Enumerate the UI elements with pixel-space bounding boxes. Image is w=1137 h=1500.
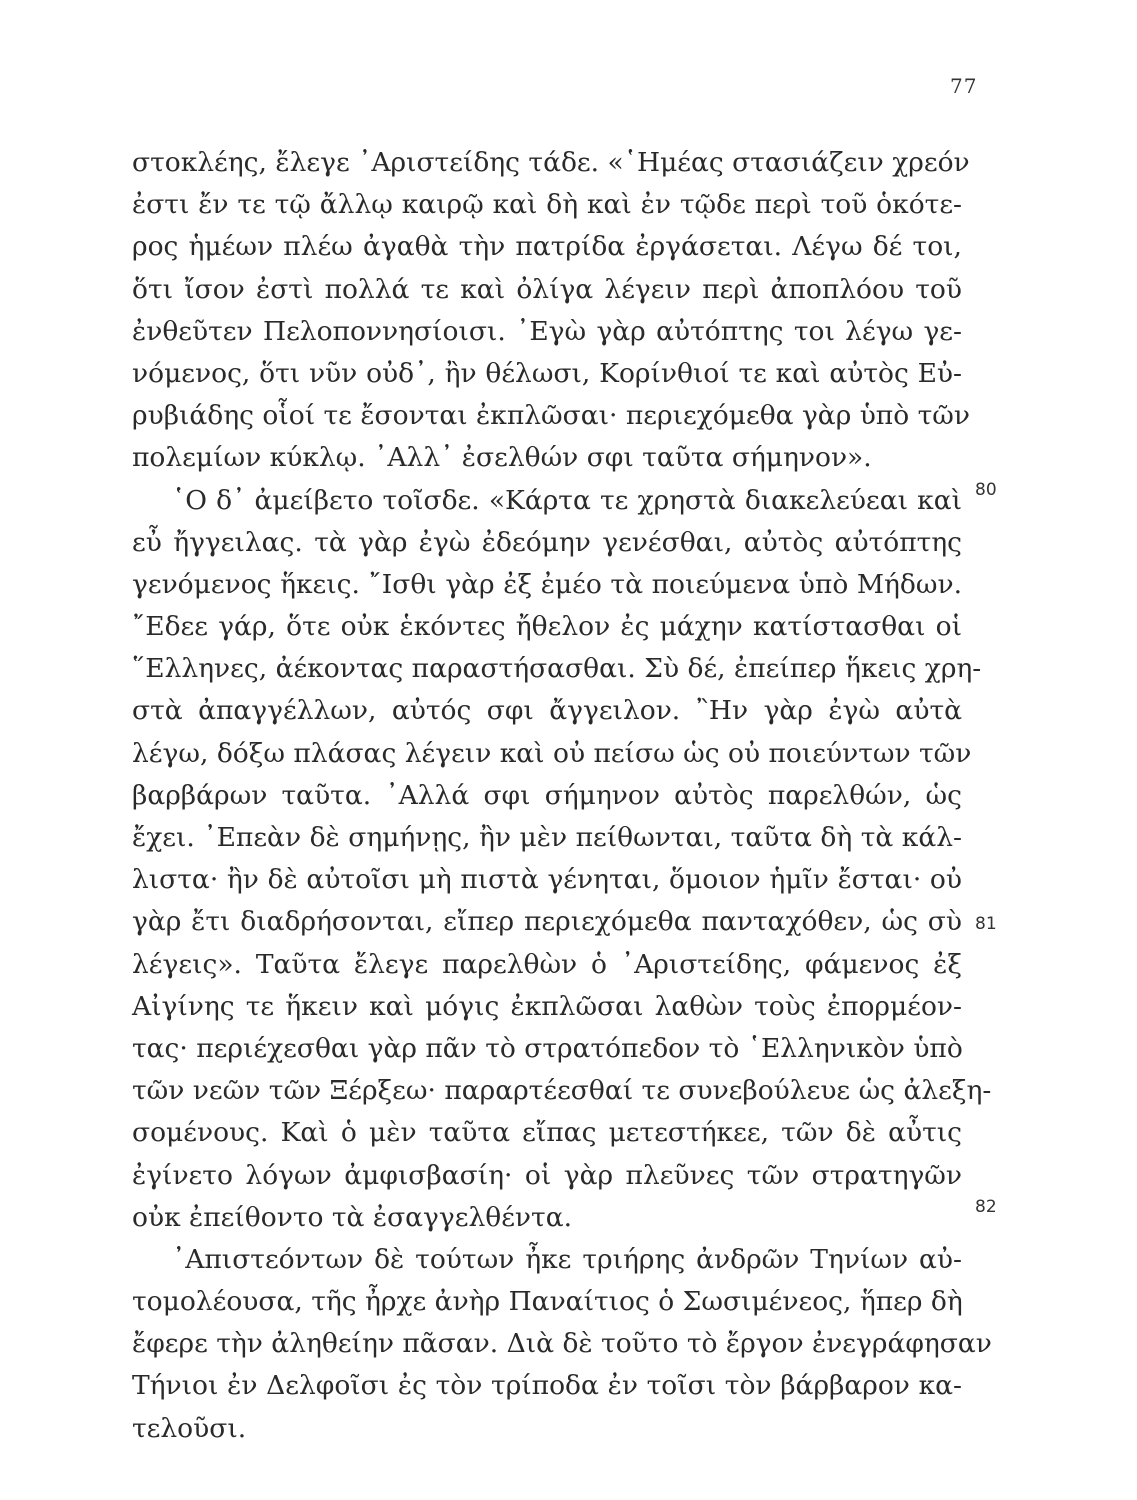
text-line: λιστα· ἢν δὲ αὐτοῖσι μὴ πιστὰ γένηται, ὅμοιον ἡμῖν ἔσται· οὐ [132,864,962,896]
text-line: ρος ἡμέων πλέω ἀγαθὰ τὴν πατρίδα ἐργάσεται. Λέγω δέ τοι, [132,231,962,263]
text-line: στὰ ἀπαγγέλλων, αὐτός σφι ἄγγειλον. ῍Ην γὰρ ἐγὼ αὐτὰ [132,695,962,727]
text-line: ἐνθεῦτεν Πελοποννησίοισι. ᾿Εγὼ γὰρ αὐτόπτης τοι λέγω γε- [132,315,962,347]
text-line: λέγω, δόξω πλάσας λέγειν καὶ οὐ πείσω ὡς οὐ ποιεύντων τῶν [132,737,972,769]
text-line: βαρβάρων ταῦτα. ᾿Αλλά σφι σήμηνον αὐτὸς παρελθών, ὡς [132,779,962,811]
text-line: γενόμενος ἥκεις. ῎Ισθι γὰρ ἐξ ἐμέο τὰ ποιεύμενα ὑπὸ Μήδων. [132,568,962,600]
margin-section-number: 82 [975,1197,997,1217]
text-line: Τήνιοι ἐν Δελφοῖσι ἐς τὸν τρίποδα ἐν τοῖσι τὸν βάρβαρον κα- [132,1370,962,1402]
text-line: ἐγίνετο λόγων ἀμφισβασίη· οἱ γὰρ πλεῦνες τῶν στρατηγῶν [132,1159,962,1191]
text-line: ρυβιάδης οἷοί τε ἔσονται ἐκπλῶσαι· περιεχόμεθα γὰρ ὑπὸ τῶν [132,400,970,432]
text-line: ἔχει. ᾿Επεὰν δὲ σημήνῃς, ἢν μὲν πείθωνται, ταῦτα δὴ τὰ κάλ- [132,822,962,853]
text-line: ἐστι ἔν τε τῷ ἄλλῳ καιρῷ καὶ δὴ καὶ ἐν τῷδε περὶ τοῦ ὁκότε- [132,189,962,221]
text-line: ῎Εδεε γάρ, ὅτε οὐκ ἑκόντες ἤθελον ἐς μάχην κατίστασθαι οἱ [132,611,962,643]
text-line: εὖ ἤγγειλας. τὰ γὰρ ἐγὼ ἐδεόμην γενέσθαι, αὐτὸς αὐτόπτης [132,526,962,558]
text-line: πολεμίων κύκλῳ. ᾿Αλλ᾿ ἐσελθών σφι ταῦτα σήμηνον». [132,442,872,474]
text-line: ῞Ελληνες, ἀέκοντας παραστήσασθαι. Σὺ δέ, ἐπείπερ ἥκεις χρη- [132,653,982,685]
text-line: στοκλέης, ἔλεγε ᾿Αριστείδης τάδε. «῾Ημέας στασιάζειν χρεόν [132,147,970,178]
margin-section-number: 80 [975,480,997,500]
text-line: τῶν νεῶν τῶν Ξέρξεω· παραρτέεσθαί τε συνεβούλευε ὡς ἀλεξη- [132,1075,992,1107]
text-line: ἔφερε τὴν ἀληθείην πᾶσαν. Διὰ δὲ τοῦτο τὸ ἔργον ἐνεγράφησαν [132,1328,992,1360]
text-line: σομένους. Καὶ ὁ μὲν ταῦτα εἴπας μετεστήκεε, τῶν δὲ αὖτις [132,1117,962,1149]
margin-section-number: 81 [975,914,997,934]
text-line: ᾿Απιστεόντων δὲ τούτων ἦκε τριήρης ἀνδρῶν Τηνίων αὐ- [172,1243,962,1275]
text-line: λέγεις». Ταῦτα ἔλεγε παρελθὼν ὁ ᾿Αριστείδης, φάμενος ἐξ [132,948,962,980]
text-line: νόμενος, ὅτι νῦν οὐδ᾿, ἢν θέλωσι, Κορίνθιοί τε καὶ αὐτὸς Εὐ- [132,357,962,389]
text-line: τελοῦσι. [132,1412,247,1444]
text-line: τομολέουσα, τῆς ἦρχε ἀνὴρ Παναίτιος ὁ Σωσιμένεος, ἥπερ δὴ [132,1286,963,1318]
page-number: 77 [950,74,978,98]
text-line: ῾Ο δ᾿ ἀμείβετο τοῖσδε. «Κάρτα τε χρηστὰ διακελεύεαι καὶ [172,484,962,516]
text-line: τας· περιέχεσθαι γὰρ πᾶν τὸ στρατόπεδον τὸ ῾Ελληνικὸν ὑπὸ [132,1032,963,1064]
text-line: οὐκ ἐπείθοντο τὰ ἐσαγγελθέντα. [132,1201,573,1233]
text-line: γὰρ ἔτι διαδρήσονται, εἴπερ περιεχόμεθα πανταχόθεν, ὡς σὺ [132,906,962,938]
text-line: Αἰγίνης τε ἥκειν καὶ μόγις ἐκπλῶσαι λαθὼν τοὺς ἐπορμέον- [132,990,962,1022]
text-line: ὅτι ἴσον ἐστὶ πολλά τε καὶ ὀλίγα λέγειν περὶ ἀποπλόου τοῦ [132,273,962,305]
